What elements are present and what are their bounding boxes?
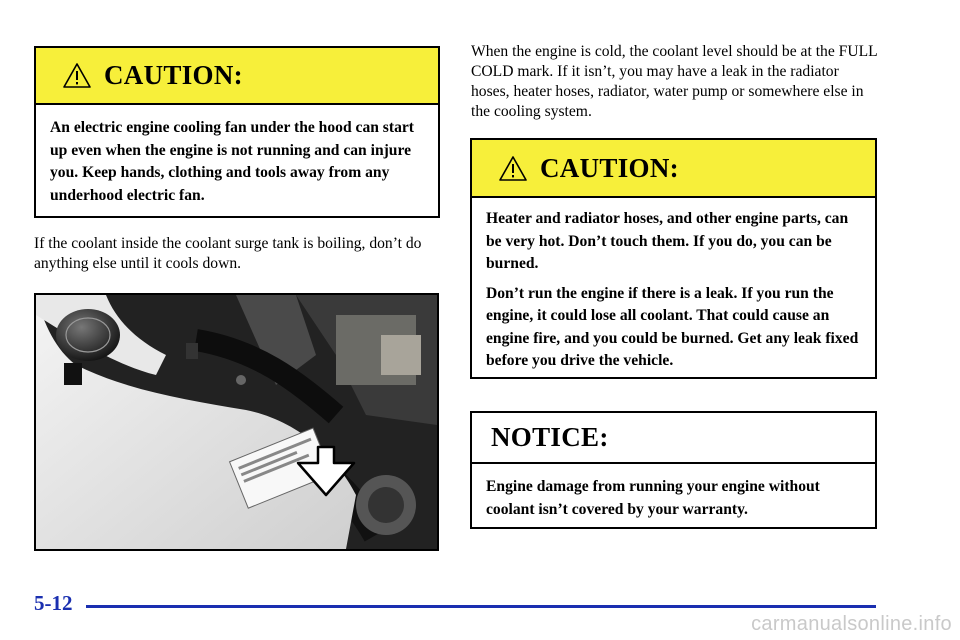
- caution-body: [36, 105, 438, 207]
- caution-text: An electric engine cooling fan under the hood can start up even when the engine is not running and can injure you. Keep hands, clothing and tools away from any underhood electric fan.: [50, 119, 414, 204]
- caution-body: [472, 198, 875, 373]
- caution-title: CAUTION:: [540, 152, 679, 183]
- page-number: 5-12: [34, 591, 73, 615]
- notice-header: [472, 413, 875, 464]
- notice-box: [470, 411, 877, 529]
- warning-triangle-icon: [498, 155, 528, 182]
- caution-title: CAUTION:: [104, 60, 243, 90]
- engine-bay-illustration: [36, 295, 437, 549]
- caution-header: [36, 48, 438, 105]
- warning-triangle-icon: [62, 62, 92, 89]
- caution-header: [472, 140, 875, 198]
- boiling-coolant-paragraph: If the coolant inside the coolant surge tank is boiling, don’t do anything else until it cools down.: [34, 235, 422, 272]
- caution-text-leak: Don’t run the engine if there is a leak. If you run the engine, it could lose all coolant. That could cause an engine fire, and you could be burned. Get any leak fixed before you drive the vehicle.: [486, 284, 859, 369]
- caution-box-hoses: [470, 138, 877, 379]
- caution-text-hot-parts: Heater and radiator hoses, and other engine parts, can be very hot. Don’t touch them. If you do, you can be burned.: [486, 210, 849, 272]
- watermark: carmanualsonline.info: [751, 613, 952, 635]
- cold-engine-paragraph: When the engine is cold, the coolant level should be at the FULL COLD mark. If it isn’t, you may have a leak in the radiator hoses, heater hoses, radiator, water pump or somewhere else in the cooling system.: [471, 43, 878, 120]
- notice-title: NOTICE:: [491, 422, 609, 452]
- notice-text: Engine damage from running your engine without coolant isn’t covered by your warranty.: [486, 478, 820, 518]
- caution-box-fan: [34, 46, 440, 218]
- coolant-surge-tank-photo: [34, 293, 439, 551]
- footer-rule: [86, 605, 876, 608]
- notice-body: [472, 464, 875, 521]
